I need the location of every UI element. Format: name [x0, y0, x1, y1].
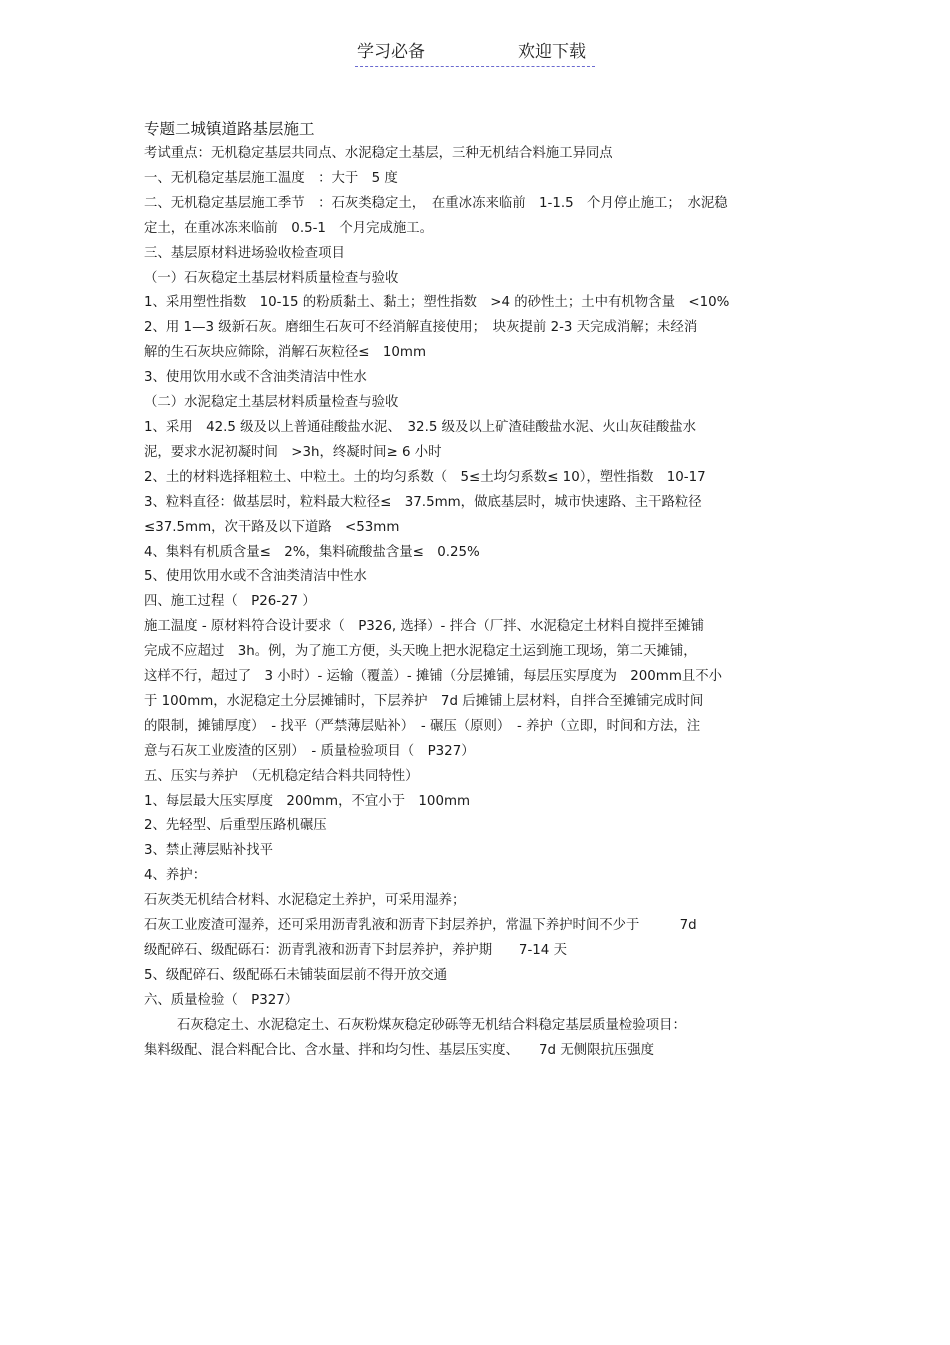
text-line: 1、每层最大压实厚度 200mm，不宜小于 100mm [144, 793, 471, 809]
text-line: 级配碎石、级配砾石：沥青乳液和沥青下封层养护，养护期 7-14 天 [144, 943, 567, 958]
text-line: 2、用 1—3 级新石灰。磨细生石灰可不经消解直接使用； 块灰提前 2-3 天完成消解；未经消 [144, 320, 698, 336]
text-line: （一）石灰稳定土基层材料质量检查与验收 [144, 270, 399, 286]
header-left-text: 学习必备 [357, 42, 425, 62]
text-line: 考试重点：无机稳定基层共同点、水泥稳定土基层，三种无机结合料施工异同点 [144, 146, 613, 161]
text-line: （二）水泥稳定土基层材料质量检查与验收 [144, 395, 399, 411]
text-line: 意与石灰工业废渣的区别） - 质量检验项目（ P327） [144, 743, 475, 759]
text-line: 3、粒料直径：做基层时，粒料最大粒径≤ 37.5mm，做底基层时，城市快速路、主干路粒径 [144, 494, 702, 510]
text-line: 一、无机稳定基层施工温度 ：大于 5 度 [144, 170, 398, 186]
text-line: 1、采用塑性指数 10-15 的粉质黏土、黏土；塑性指数 >4 的砂性土；土中有机物含量 <10% [144, 295, 730, 311]
quality-check-paragraph: 石灰稳定土、水泥稳定土、石灰粉煤灰稳定砂砾等无机结合料稳定基层质量检验项目： [177, 1017, 686, 1033]
quality-check-items: 集料级配、混合料配合比、含水量、拌和均匀性、基层压实度、 7d 无侧限抗压强度 [144, 1042, 655, 1058]
header-right-text: 欢迎下载 [518, 42, 586, 62]
text-line: 四、施工过程（ P26-27 ） [144, 594, 316, 610]
text-line: 2、先轻型、后重型压路机碾压 [144, 818, 327, 834]
text-line: 六、质量检验（ P327） [144, 992, 299, 1008]
text-line: 1、采用 42.5 级及以上普通硅酸盐水泥、 32.5 级及以上矿渣硅酸盐水泥、火山灰硅酸盐水 [144, 419, 697, 435]
text-line: 石灰类无机结合材料、水泥稳定土养护，可采用湿养； [144, 893, 466, 909]
text-line: 三、基层原材料进场验收检查项目 [144, 245, 345, 261]
text-line: 定土，在重冰冻来临前 0.5-1 个月完成施工。 [144, 220, 434, 236]
text-line: 于 100mm，水泥稳定土分层摊铺时，下层养护 7d 后摊铺上层材料，自拌合至摊铺完成时间 [144, 693, 704, 709]
page-header [355, 40, 595, 67]
document-lines [144, 142, 814, 1014]
text-line: 5、级配碎石、级配砾石未铺装面层前不得开放交通 [144, 967, 448, 983]
text-line: 3、使用饮用水或不含油类清洁中性水 [144, 370, 367, 386]
text-line: 3、禁止薄层贴补找平 [144, 843, 274, 859]
document-title: 专题二城镇道路基层施工 [144, 120, 315, 138]
text-line: 5、使用饮用水或不含油类清洁中性水 [144, 569, 367, 585]
text-line: 施工温度 - 原材料符合设计要求（ P326, 选择）- 拌合（厂拌、水泥稳定土材料自搅拌至摊铺 [144, 619, 705, 635]
document-body [144, 117, 814, 1064]
text-line: 2、土的材料选择粗粒土、中粒土。土的均匀系数（ 5≤土均匀系数≤ 10），塑性指数 10-17 [144, 469, 706, 485]
text-line: 4、集料有机质含量≤ 2%，集料硫酸盐含量≤ 0.25% [144, 544, 480, 560]
text-line: 石灰工业废渣可湿养，还可采用沥青乳液和沥青下封层养护，常温下养护时间不少于 7d [144, 918, 697, 934]
text-line: 泥，要求水泥初凝时间 >3h，终凝时间≥ 6 小时 [144, 444, 442, 460]
text-line: 这样不行，超过了 3 小时）- 运输（覆盖）- 摊铺（分层摊铺，每层压实厚度为 200mm且不小 [144, 669, 723, 685]
text-line: 五、压实与养护 （无机稳定结合料共同特性） [144, 768, 419, 784]
text-line: ≤37.5mm，次干路及以下道路 <53mm [144, 519, 400, 535]
text-line: 4、养护： [144, 868, 207, 884]
text-line: 的限制，摊铺厚度） - 找平（严禁薄层贴补） - 碾压（原则） - 养护（立即，时间和方法，注 [144, 718, 701, 734]
text-line: 二、无机稳定基层施工季节 ：石灰类稳定土， 在重冰冻来临前 1-1.5 个月停止施工； 水泥稳 [144, 195, 728, 211]
text-line: 完成不应超过 3h。例，为了施工方便，头天晚上把水泥稳定土运到施工现场，第二天摊铺， [144, 644, 697, 660]
text-line: 解的生石灰块应筛除，消解石灰粒径≤ 10mm [144, 345, 426, 361]
